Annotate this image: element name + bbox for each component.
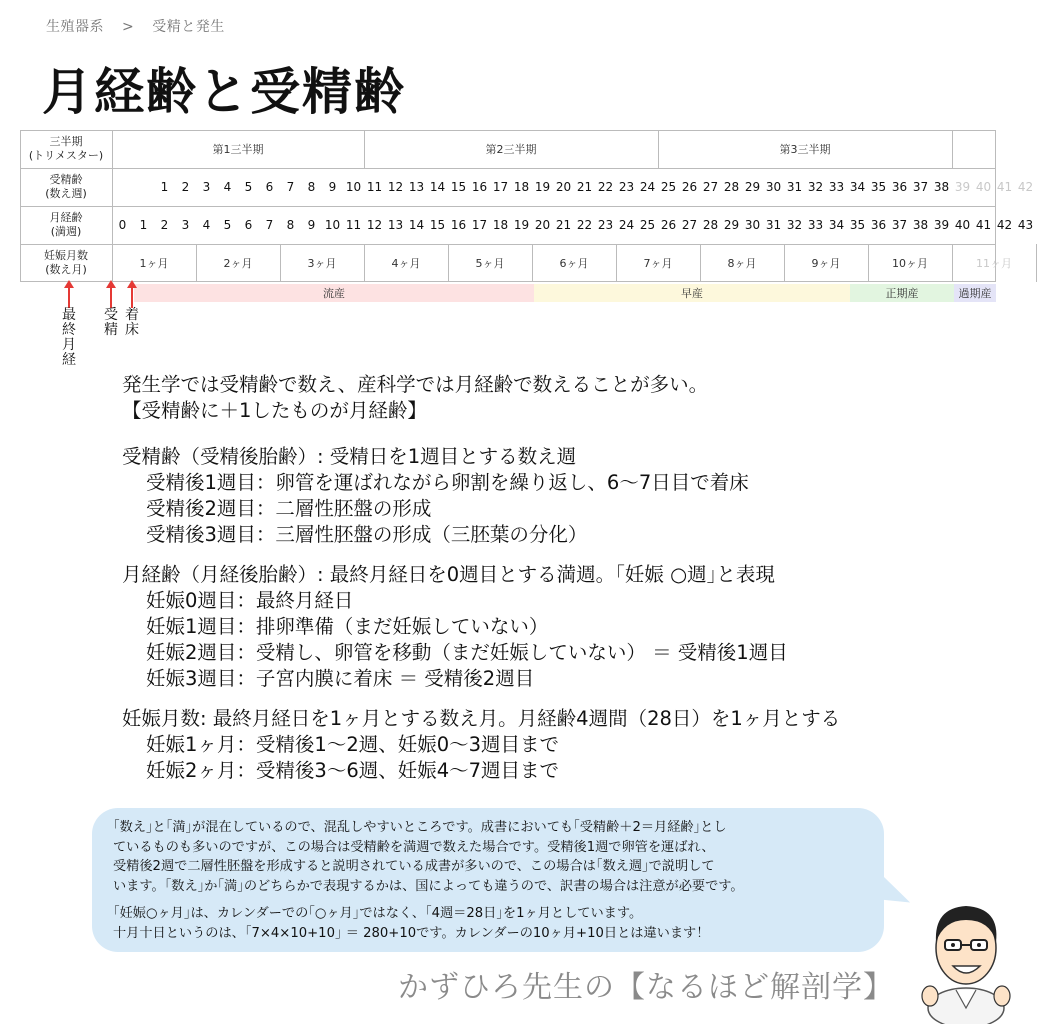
fertilization-week-cell: 2 [181,180,190,194]
fertilization-week-cell: 20 [555,180,572,194]
miscarriage-bar: 流産 [134,284,534,302]
menstrual-week-cell: 31 [765,218,782,232]
breadcrumb [46,16,225,36]
fertilization-week-cell: 38 [933,180,950,194]
note-line-6: 十月十日というのは、｢7×4×10+10｣ ＝ 280+10です。カレンダーの10ヶ月+10日とは違います！ [113,925,710,941]
menstrual-week-cell: 29 [723,218,740,232]
pregnancy-month-cell: 6ヶ月 [532,244,617,282]
fertilization-week-cell: 17 [492,180,509,194]
fertilization-week-cell: 23 [618,180,635,194]
fertilization-week-cell: 6 [265,180,274,194]
menstrual-age-header [20,206,113,244]
menstrual-week-cell: 9 [307,218,316,232]
fertilization-week-cell: 39 [954,180,971,194]
fertilization-arrow-icon [110,286,112,308]
menstrual-age-row [20,206,1034,245]
menstrual-week-cell: 5 [223,218,232,232]
pregnancy-week-2: 妊娠2週目：受精し、卵管を移動（まだ妊娠していない） ＝ 受精後1週目 [146,641,788,664]
note-line-5: ｢妊娠○ヶ月｣は、カレンダーでの｢○ヶ月｣ではなく、｢4週＝28日｣を1ヶ月としています。 [113,906,643,921]
trimester-3: 第3三半期 [658,130,953,168]
menstrual-week-cell: 17 [471,218,488,232]
menstrual-age-header-sub: (満週) [50,225,82,238]
menstrual-age-header-label: 月経齢 [49,211,83,224]
menstrual-week-cell: 43 [1017,218,1034,232]
fertilization-week-2: 受精後2週目：二層性胚盤の形成 [146,497,432,520]
menstrual-week-cell: 40 [954,218,971,232]
fertilization-week-cell: 13 [408,180,425,194]
menstrual-week-cell: 20 [534,218,551,232]
pregnancy-month-cell: 9ヶ月 [784,244,869,282]
pregnancy-month-cell: 10ヶ月 [868,244,953,282]
fertilization-age-header-sub: (数え週) [45,187,87,200]
fertilization-week-cell: 42 [1017,180,1034,194]
fertilization-age-header [20,168,113,206]
pregnancy-week-3: 妊娠3週目：子宮内膜に着床 ＝ 受精後2週目 [146,667,535,690]
fertilization-week-cell: 37 [912,180,929,194]
fertilization-week-cell: 14 [429,180,446,194]
intro-rule: 【受精齢に＋1したものが月経齢】 [122,399,427,422]
fertilization-week-1: 受精後1週目：卵管を運ばれながら卵割を繰り返し、6〜7日目で着床 [146,471,749,494]
menstrual-week-cell: 28 [702,218,719,232]
fertilization-age-header-label: 受精齢 [49,173,83,186]
menstrual-week-cell: 39 [933,218,950,232]
menstrual-week-cell: 21 [555,218,572,232]
pregnancy-month-cell: 4ヶ月 [364,244,449,282]
fertilization-week-cell: 7 [286,180,295,194]
pregnancy-week-0: 妊娠0週目：最終月経日 [146,589,354,612]
teacher-avatar [918,890,1014,1020]
menstrual-week-cell: 15 [429,218,446,232]
postterm-bar: 過期産 [954,284,996,302]
menstrual-week-cell: 41 [975,218,992,232]
pregnancy-month-cell: 11ヶ月 [952,244,1037,282]
fertilization-week-cell: 9 [328,180,337,194]
fertilization-week-cell: 29 [744,180,761,194]
fertilization-week-cell: 41 [996,180,1013,194]
fertilization-week-cell: 11 [366,180,383,194]
menstrual-week-cell: 38 [912,218,929,232]
menstrual-week-cell: 6 [244,218,253,232]
pregnancy-month-header-sub: (数え月) [45,263,87,276]
fertilization-label: 受 精 [104,307,118,338]
term-bar: 正期産 [850,284,954,302]
main-explanation [122,372,840,784]
note-line-2: ているものも多いのですが、この場合は受精齢を満週で数えた場合です。受精後1週で卵管を運ばれ、 [113,839,715,855]
fertilization-week-cell: 12 [387,180,404,194]
pregnancy-month-row [20,244,1012,282]
menstrual-week-cell: 4 [202,218,211,232]
menstrual-week-cell: 1 [139,218,148,232]
pregnancy-month-header [20,244,113,282]
fertilization-week-cell: 33 [828,180,845,194]
menstrual-age-heading: 月経齢（月経後胎齢）: 最終月経日を0週目とする満週。｢妊娠 ○週｣と表現 [122,563,775,586]
pregnancy-month-cell: 1ヶ月 [112,244,197,282]
fertilization-age-row [20,168,1034,207]
pregnancy-month-heading: 妊娠月数: 最終月経日を1ヶ月とする数え月。月経齢4週間（28日）を1ヶ月とする [122,707,841,730]
fertilization-age-heading: 受精齢（受精後胎齢）: 受精日を1週目とする数え週 [122,445,577,468]
intro-line: 発生学では受精齢で数え、産科学では月経齢で数えることが多い。 [122,373,709,396]
preterm-bar: 早産 [534,284,850,302]
menstrual-week-cell: 7 [265,218,274,232]
menstrual-week-cell: 23 [597,218,614,232]
menstrual-week-cell: 30 [744,218,761,232]
menstrual-week-cell: 27 [681,218,698,232]
fertilization-week-cell: 4 [223,180,232,194]
fertilization-week-cell: 5 [244,180,253,194]
fertilization-week-cell: 31 [786,180,803,194]
menstrual-week-cell: 32 [786,218,803,232]
menstrual-week-cell: 26 [660,218,677,232]
trimester-2: 第2三半期 [364,130,659,168]
menstrual-week-cell: 16 [450,218,467,232]
fertilization-week-cell: 18 [513,180,530,194]
note-line-4: います。｢数え｣か｢満｣のどちらかで表現するかは、国によっても違うので、訳書の場合は注意が必要です。 [113,878,744,894]
fertilization-week-cell: 35 [870,180,887,194]
menstrual-week-cell: 2 [160,218,169,232]
menstrual-week-cell: 19 [513,218,530,232]
menstrual-week-cell: 10 [324,218,341,232]
menstrual-week-cell: 0 [118,218,127,232]
pregnancy-month-cell: 7ヶ月 [616,244,701,282]
lmp-arrow-icon [68,286,70,308]
menstrual-week-cell: 37 [891,218,908,232]
fertilization-week-cell: 27 [702,180,719,194]
menstrual-week-cell: 12 [366,218,383,232]
pregnancy-month-cell: 2ヶ月 [196,244,281,282]
pregnancy-month-cell: 8ヶ月 [700,244,785,282]
brand-footer: かずひろ先生の【なるほど解剖学】 [398,970,894,1005]
menstrual-week-cell: 22 [576,218,593,232]
pregnancy-month-2: 妊娠2ヶ月：受精後3〜6週、妊娠4〜7週目まで [146,759,560,782]
page-title: 月経齢と受精齢 [42,63,406,121]
breadcrumb-separator: > [122,19,135,35]
pregnancy-month-header-label: 妊娠月数 [44,249,88,262]
implantation-label: 着 床 [125,307,139,338]
menstrual-week-cell: 24 [618,218,635,232]
trimester-header [20,130,113,168]
trimester-row [20,130,996,169]
menstrual-week-cell: 3 [181,218,190,232]
menstrual-week-cell: 34 [828,218,845,232]
note-line-1: ｢数え｣と｢満｣が混在しているので、混乱しやすいところです。成書においても｢受精齢＋2＝月経齢｣とし [113,820,727,835]
menstrual-week-cell: 8 [286,218,295,232]
fertilization-week-cell: 26 [681,180,698,194]
pregnancy-month-cell: 5ヶ月 [448,244,533,282]
fertilization-week-cell: 3 [202,180,211,194]
breadcrumb-current: 受精と発生 [152,19,225,35]
implantation-arrow-icon [131,286,133,308]
week-table-grid [20,130,1034,282]
fertilization-week-cell: 15 [450,180,467,194]
fertilization-week-cell: 10 [345,180,362,194]
menstrual-week-cell: 18 [492,218,509,232]
pregnancy-month-1: 妊娠1ヶ月：受精後1〜2週、妊娠0〜3週目まで [146,733,560,756]
menstrual-week-cell: 35 [849,218,866,232]
fertilization-week-cell: 34 [849,180,866,194]
trimester-header-sub: (トリメスター) [28,149,104,162]
fertilization-week-cell: 28 [723,180,740,194]
lmp-label: 最 終 月 経 [62,307,76,368]
breadcrumb-parent[interactable]: 生殖器系 [46,19,104,35]
menstrual-week-cell: 13 [387,218,404,232]
menstrual-week-cell: 33 [807,218,824,232]
menstrual-week-cell: 14 [408,218,425,232]
fertilization-week-cell: 19 [534,180,551,194]
fertilization-week-cell: 30 [765,180,782,194]
pregnancy-week-1: 妊娠1週目：排卵準備（まだ妊娠していない） [146,615,549,638]
note-line-3: 受精後2週で二層性胚盤を形成すると説明されている成書が多いので、この場合は｢数え週｣で説明して [113,859,715,874]
fertilization-week-cell: 16 [471,180,488,194]
trimester-1: 第1三半期 [112,130,365,168]
fertilization-week-3: 受精後3週目：三層性胚盤の形成（三胚葉の分化） [146,523,588,546]
note-text [113,818,744,943]
menstrual-week-cell: 11 [345,218,362,232]
fertilization-week-cell: 1 [160,180,169,194]
menstrual-week-cell: 25 [639,218,656,232]
menstrual-week-cell: 36 [870,218,887,232]
pregnancy-month-cell: 3ヶ月 [280,244,365,282]
fertilization-week-cell: 25 [660,180,677,194]
fertilization-week-cell: 24 [639,180,656,194]
menstrual-week-cell: 42 [996,218,1013,232]
fertilization-week-cell: 36 [891,180,908,194]
fertilization-week-cell: 32 [807,180,824,194]
trimester-header-label: 三半期 [49,135,83,148]
fertilization-week-cell: 8 [307,180,316,194]
fertilization-week-cell: 40 [975,180,992,194]
fertilization-week-cell: 21 [576,180,593,194]
fertilization-week-cell: 22 [597,180,614,194]
